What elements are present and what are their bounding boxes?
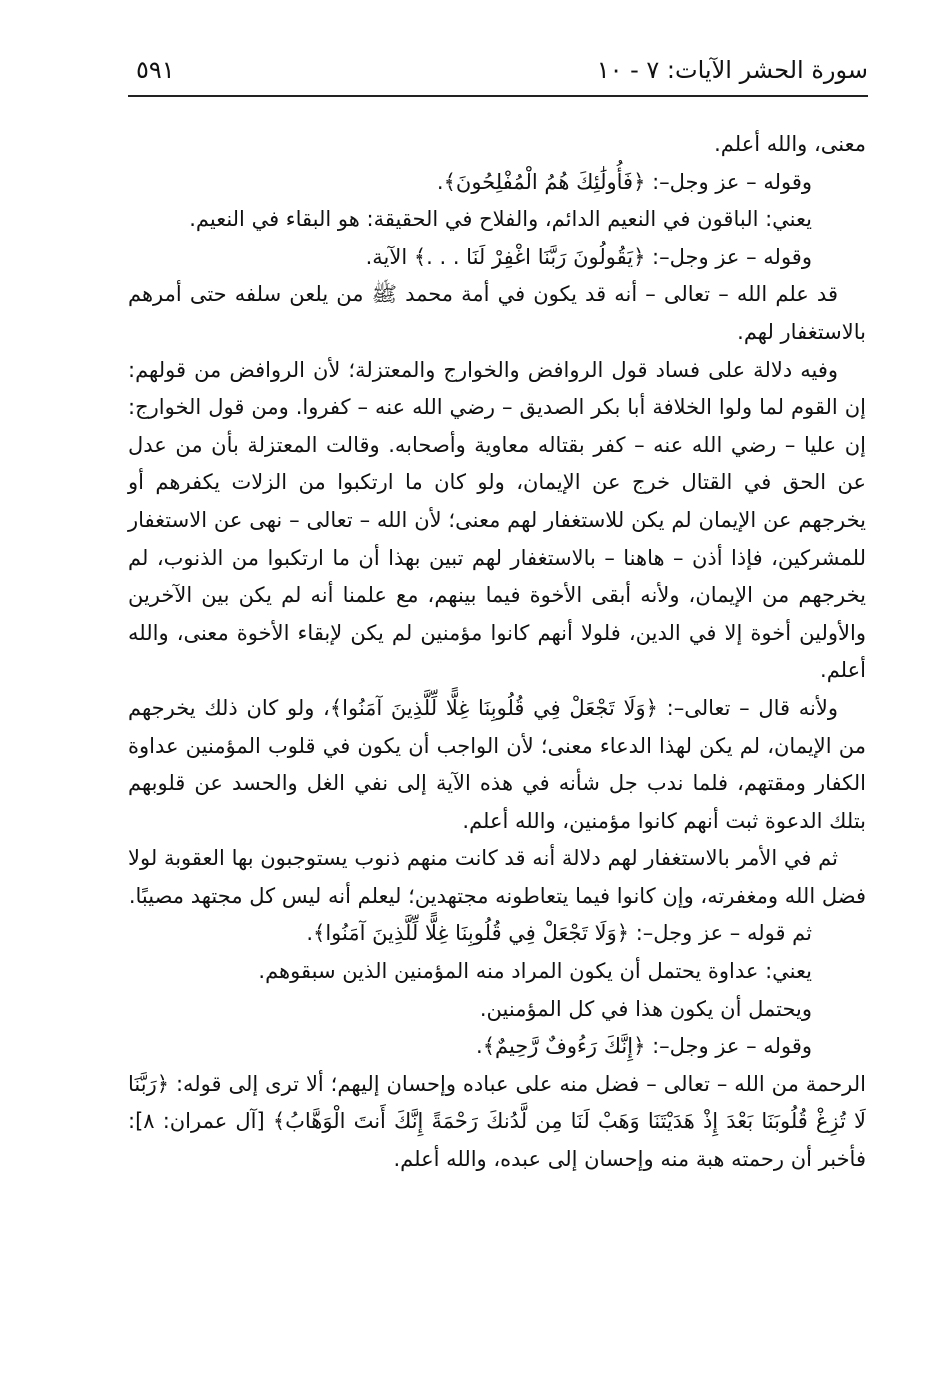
paragraph: قد علم الله – تعالى – أنه قد يكون في أمة محمد ﷺ من يلعن سلفه حتى أمرهم بالاستغفار لهم. xyxy=(128,282,866,344)
paragraph: ولأنه قال – تعالى–: ﴿وَلَا تَجْعَلْ فِي قُلُوبِنَا غِلًّا لِّلَّذِينَ آمَنُوا﴾، ولو كان ذلك يخرجهم من الإيمان، لم يكن لهذا الدعاء معنى؛ لأن الواجب أن يكون في قلوب المؤمنين عداوة الكفار ومقتهم، فلما ندب جل شأنه في هذه الآية إلى نفي الغل والحسد عن قلوبهم بتلك الدعوة ثبت أنهم كانوا مؤمنين، والله أعلم. xyxy=(128,695,866,833)
header-title: سورة الحشر الآيات: ٧ - ١٠ xyxy=(596,56,868,84)
paragraph: وقوله – عز وجل–: ﴿فَأُولَٰئِكَ هُمُ الْمُفْلِحُونَ﴾. xyxy=(436,169,812,194)
paragraph: الرحمة من الله – تعالى – فضل منه على عباده وإحسان إليهم؛ ألا ترى إلى قوله: ﴿رَبَّنَا لَا تُزِغْ قُلُوبَنَا بَعْدَ إِذْ هَدَيْتَنَا وَهَبْ لَنَا مِن لَّدُنكَ رَحْمَةً إِنَّكَ أَنتَ الْوَهَّابُ﴾ [آل عمران: ٨]: فأخبر أن رحمته هبة منه وإحسان إلى عبده، والله أعلم. xyxy=(128,1071,866,1172)
paragraph: معنى، والله أعلم. xyxy=(714,132,866,156)
paragraph: وقوله – عز وجل–: ﴿يَقُولُونَ رَبَّنَا اغْفِرْ لَنَا . . .﴾ الآية. xyxy=(365,244,812,269)
paragraph: ويحتمل أن يكون هذا في كل المؤمنين. xyxy=(479,996,812,1021)
paragraph: ثم قوله – عز وجل–: ﴿وَلَا تَجْعَلْ فِي قُلُوبِنَا غِلًّا لِّلَّذِينَ آمَنُوا﴾. xyxy=(306,921,812,946)
paragraph: وقوله – عز وجل–: ﴿إِنَّكَ رَءُوفٌ رَّحِيمٌ﴾. xyxy=(476,1034,812,1059)
paragraph: يعني: عداوة يحتمل أن يكون المراد منه المؤمنين الذين سبقوهم. xyxy=(258,959,812,984)
body-text xyxy=(128,126,866,1179)
header-rule xyxy=(128,95,868,97)
page-number: ٥٩١ xyxy=(136,56,175,84)
paragraph: ثم في الأمر بالاستغفار لهم دلالة أنه قد كانت منهم ذنوب يستوجبون بها العقوبة لولا فضل الله ومغفرته، وإن كانوا فيما يتعاطونه مجتهدين؛ ليعلم أنه ليس كل مجتهد مصيبًا. xyxy=(128,846,866,908)
paragraph: وفيه دلالة على فساد قول الروافض والخوارج والمعتزلة؛ لأن الروافض من قولهم: إن القوم لما ولوا الخلافة أبا بكر الصديق – رضي الله عنه – كفروا. ومن قول الخوارج: إن عليا – رضي الله عنه – كفر بقتاله معاوية وأصحابه. وقالت المعتزلة بأن من عدل عن الحق في القتال خرج عن الإيمان، ولو كان ما ارتكبوا من الزلات يكفرهم أو يخرجهم عن الإيمان لم يكن للاستغفار لهم معنى؛ لأن الله – تعالى – نهى عن الاستغفار للمشركين، فإذا أذن – هاهنا – بالاستغفار لهم تبين بهذا أن ما ارتكبوا من الذنوب، لم يخرجهم من الإيمان، ولأنه أبقى الأخوة فيما بينهم، مع علمنا أنه لم يكن بين الآخرين والأولين أخوة إلا في الدين، فلولا أنهم كانوا مؤمنين لم يكن لإبقاء الأخوة معنى، والله أعلم. xyxy=(128,357,866,683)
running-header xyxy=(128,52,868,94)
paragraph: يعني: الباقون في النعيم الدائم، والفلاح في الحقيقة: هو البقاء في النعيم. xyxy=(189,207,812,232)
